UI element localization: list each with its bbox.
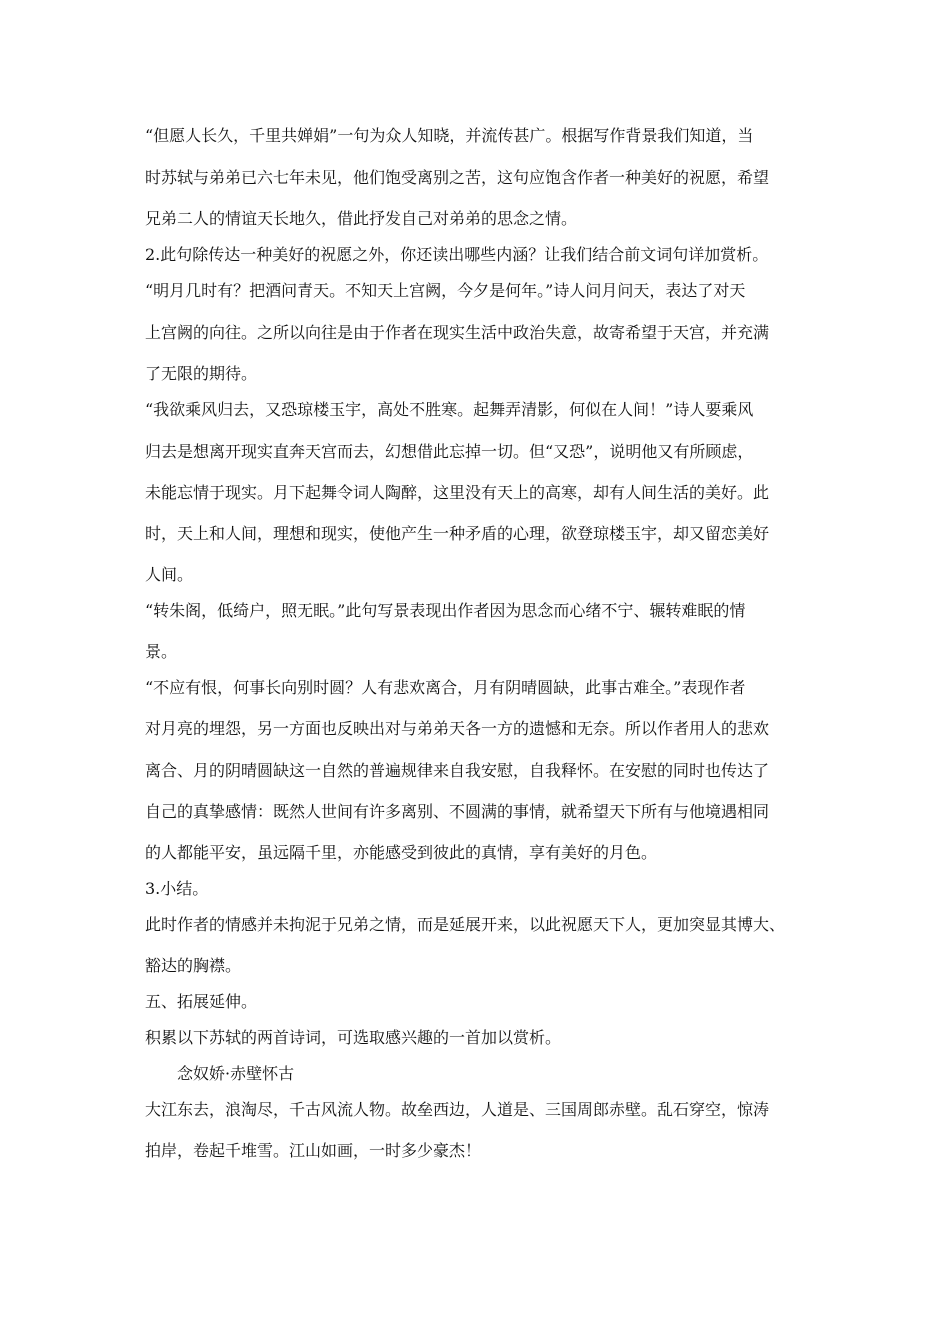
paragraph-line: 的人都能平安，虽远隔千里，亦能感受到彼此的真情，享有美好的月色。	[145, 843, 658, 862]
paragraph-line: 归去是想离开现实直奔天宫而去，幻想借此忘掉一切。但“又恐”，说明他又有所顾虑，	[145, 442, 754, 461]
paragraph-line: “转朱阁，低绮户，照无眠。”此句写景表现出作者因为思念而心绪不宁、辗转难眠的情	[145, 601, 746, 620]
paragraph-line: 时，天上和人间，理想和现实，使他产生一种矛盾的心理，欲登琼楼玉宇，却又留恋美好	[145, 524, 770, 543]
paragraph-line: “不应有恨，何事长向别时圆？人有悲欢离合，月有阴晴圆缺，此事古难全。”表现作者	[145, 678, 746, 697]
paragraph-line: 豁达的胸襟。	[145, 956, 242, 975]
paragraph-line: “但愿人长久，千里共婵娟”一句为众人知晓，并流传甚广。根据写作背景我们知道，当	[145, 126, 754, 145]
poem-line: 拍岸，卷起千堆雪。江山如画，一时多少豪杰！	[145, 1141, 482, 1160]
section-heading: 3.小结。	[145, 879, 209, 898]
paragraph-line: 景。	[145, 642, 178, 661]
paragraph-line: 自己的真挚感情：既然人世间有许多离别、不圆满的事情，就希望天下所有与他境遇相同	[145, 802, 770, 821]
paragraph-line: 此时作者的情感并未拘泥于兄弟之情，而是延展开来，以此祝愿天下人，更加突显其博大、	[145, 915, 786, 934]
paragraph-line: 对月亮的埋怨，另一方面也反映出对与弟弟天各一方的遗憾和无奈。所以作者用人的悲欢	[145, 719, 770, 738]
paragraph-line: 离合、月的阴晴圆缺这一自然的普遍规律来自我安慰，自我释怀。在安慰的同时也传达了	[145, 761, 770, 780]
paragraph-line: 兄弟二人的情谊天长地久，借此抒发自己对弟弟的思念之情。	[145, 209, 578, 228]
paragraph-line: 未能忘情于现实。月下起舞令词人陶醉，这里没有天上的高寒，却有人间生活的美好。此	[145, 483, 770, 502]
section-heading: 五、拓展延伸。	[145, 992, 258, 1011]
paragraph-line: 时苏轼与弟弟已六七年未见，他们饱受离别之苦，这句应饱含作者一种美好的祝愿，希望	[145, 168, 770, 187]
section-heading: 2.此句除传达一种美好的祝愿之外，你还读出哪些内涵？让我们结合前文词句详加赏析。	[145, 245, 769, 264]
poem-line: 大江东去，浪淘尽，千古风流人物。故垒西边，人道是、三国周郎赤壁。乱石穿空，惊涛	[145, 1100, 770, 1119]
paragraph-line: 人间。	[145, 565, 194, 584]
paragraph-line: 了无限的期待。	[145, 364, 258, 383]
paragraph-line: 上宫阙的向往。之所以向往是由于作者在现实生活中政治失意，故寄希望于天宫，并充满	[145, 323, 770, 342]
paragraph-line: “明月几时有？把酒问青天。不知天上宫阙，今夕是何年。”诗人问月问天，表达了对天	[145, 281, 746, 300]
poem-title: 念奴娇·赤壁怀古	[177, 1064, 295, 1083]
paragraph-line: “我欲乘风归去，又恐琼楼玉宇，高处不胜寒。起舞弄清影，何似在人间！”诗人要乘风	[145, 400, 754, 419]
paragraph-line: 积累以下苏轼的两首诗词，可选取感兴趣的一首加以赏析。	[145, 1028, 562, 1047]
